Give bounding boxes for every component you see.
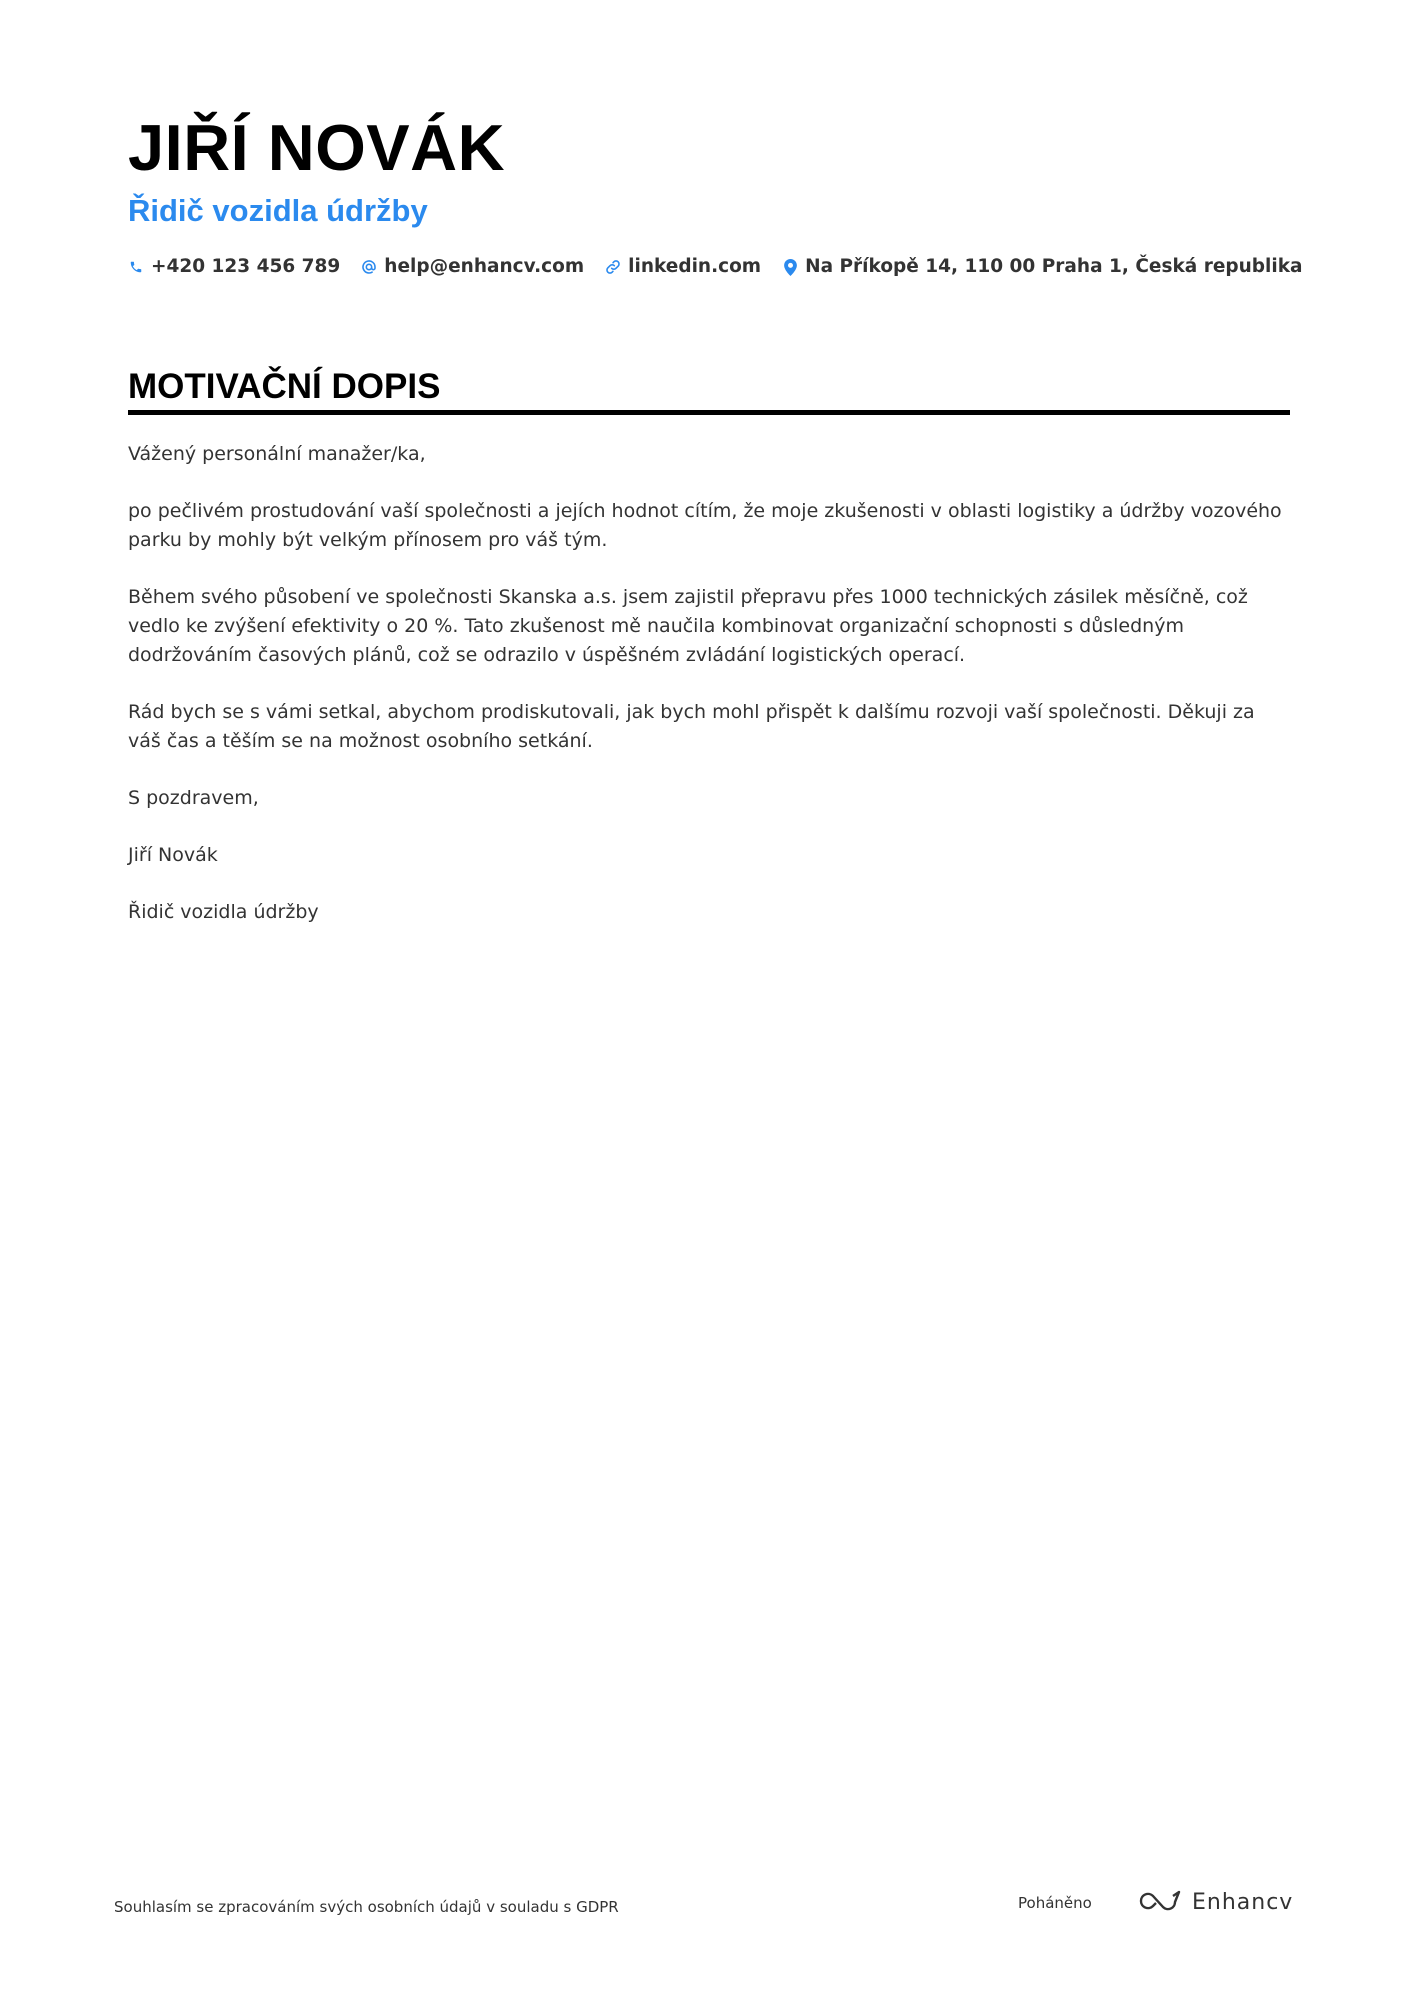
section-title: MOTIVAČNÍ DOPIS xyxy=(128,367,441,406)
brand-logo[interactable] xyxy=(1138,1888,1293,1918)
contact-address xyxy=(782,252,1302,282)
applicant-name: JIŘÍ NOVÁK xyxy=(128,111,506,184)
address-text: Na Příkopě 14, 110 00 Praha 1, Česká republika xyxy=(805,256,1303,277)
phone-text: +420 123 456 789 xyxy=(151,256,341,277)
contact-bar xyxy=(128,252,1303,282)
link-icon xyxy=(605,258,621,276)
location-pin-icon xyxy=(782,258,798,276)
contact-linkedin[interactable] xyxy=(605,252,761,282)
cover-letter-page xyxy=(128,0,1303,1995)
job-title: Řidič vozidla údržby xyxy=(128,193,428,228)
enhancv-logo-icon xyxy=(1138,1888,1184,1918)
signature-title: Řidič vozidla údržby xyxy=(128,901,319,923)
letter-body xyxy=(128,440,1290,955)
letter-paragraph: Během svého působení ve společnosti Skanska a.s. jsem zajistil přepravu přes 1000 technických zásilek měsíčně, což vedlo ke zvýšení efektivity o 20 %. Tato zkušenost mě naučila kombinovat organizační schopnosti s důsledným dodržováním časových plánů, což se odrazilo v úspěšném zvládání logistických operací. xyxy=(128,586,1248,666)
gdpr-consent: Souhlasím se zpracováním svých osobních údajů v souladu s GDPR xyxy=(114,1898,619,1916)
section-divider xyxy=(128,410,1290,415)
phone-icon xyxy=(128,258,144,276)
at-icon xyxy=(361,258,377,276)
linkedin-text[interactable]: linkedin.com xyxy=(628,256,762,277)
powered-by-label: Poháněno xyxy=(1018,1894,1092,1912)
brand-name: Enhancv xyxy=(1192,1890,1294,1915)
signature-name: Jiří Novák xyxy=(128,844,218,866)
letter-greeting: Vážený personální manažer/ka, xyxy=(128,443,426,465)
letter-closing: S pozdravem, xyxy=(128,787,259,809)
letter-paragraph: Rád bych se s vámi setkal, abychom prodiskutovali, jak bych mohl přispět k dalšímu rozvoji vaší společnosti. Děkuji za váš čas a těším se na možnost osobního setkání. xyxy=(128,701,1255,752)
email-text[interactable]: help@enhancv.com xyxy=(384,256,585,277)
contact-phone xyxy=(128,252,340,282)
contact-email[interactable] xyxy=(361,252,584,282)
letter-paragraph: po pečlivém prostudování vaší společnosti a jejích hodnot cítím, že moje zkušenosti v oblasti logistiky a údržby vozového parku by mohly být velkým přínosem pro váš tým. xyxy=(128,500,1282,551)
